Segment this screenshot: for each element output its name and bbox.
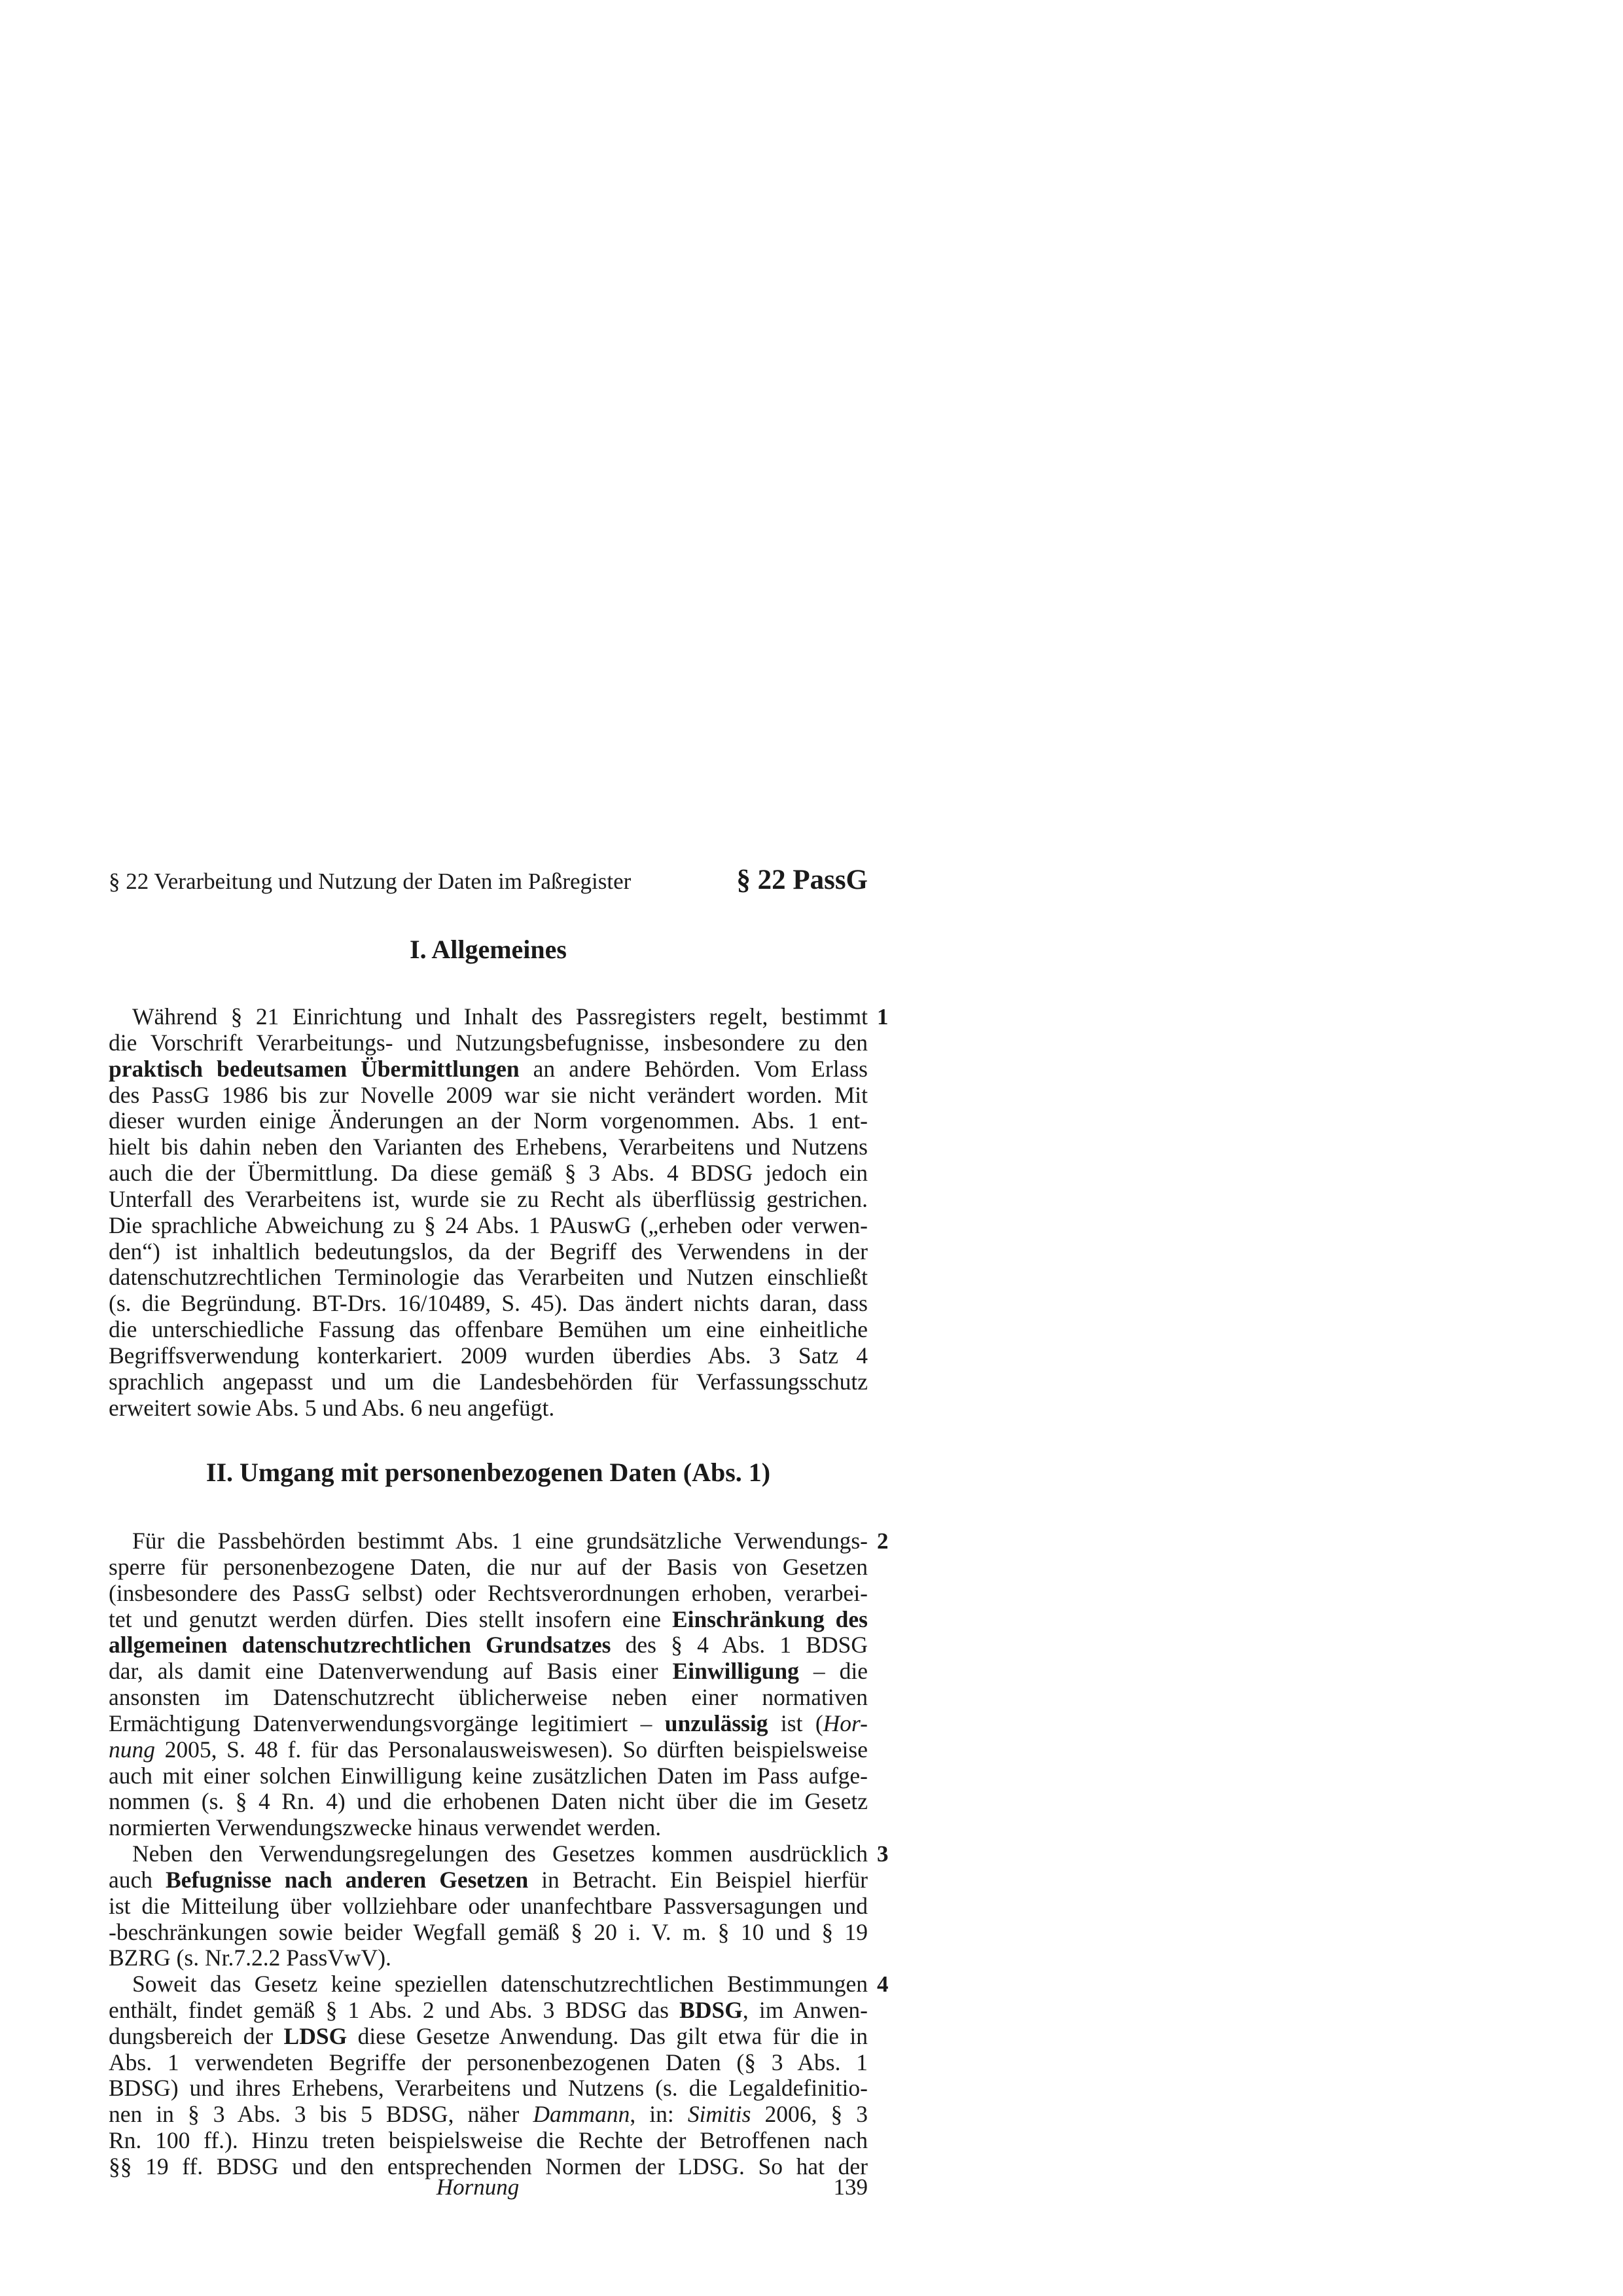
text-line: auch mit einer solchen Einwilligung keine zusätzlichen Daten im Pass aufge- <box>109 1762 868 1789</box>
text-line <box>109 1056 868 1083</box>
text-line <box>109 1632 868 1659</box>
text-line: den“) ist inhaltlich bedeutungslos, da der Begriff des Verwendens in der <box>109 1238 868 1265</box>
text-line: nommen (s. § 4 Rn. 4) und die erhobenen Daten nicht über die im Gesetz <box>109 1788 868 1815</box>
text-line: dieser wurden einige Änderungen an der Norm vorgenommen. Abs. 1 ent- <box>109 1107 868 1134</box>
text-line: die unterschiedliche Fassung das offenbare Bemühen um eine einheitliche <box>109 1316 868 1343</box>
footer-author: Hornung <box>436 2174 520 2200</box>
text-run: dar, als damit eine Datenverwendung auf Basis einer <box>109 1658 658 1685</box>
text-run: tet und genutzt werden dürfen. Dies stellt insofern eine <box>109 1605 662 1632</box>
text-line: (insbesondere des PassG selbst) oder Rechtsverordnungen erhoben, verarbei- <box>109 1579 868 1606</box>
text-line: Begriffsverwendung konterkariert. 2009 wurden überdies Abs. 3 Satz 4 <box>109 1342 868 1369</box>
text-line <box>109 1737 868 1763</box>
section-heading-allgemeines: I. Allgemeines <box>410 935 567 964</box>
text-line: Während § 21 Einrichtung und Inhalt des Passregisters regelt, bestimmt <box>132 1003 868 1030</box>
text-line: Die sprachliche Abweichung zu § 24 Abs. 1 PAuswG („erheben oder verwen- <box>109 1211 868 1238</box>
text-run: auch <box>109 1866 153 1893</box>
text-line <box>109 2102 868 2128</box>
bold-term: LDSG <box>283 2022 348 2049</box>
text-line: auch die der Übermittlung. Da diese gemäß § 3 Abs. 4 BDSG jedoch ein <box>109 1160 868 1187</box>
text-line: Neben den Verwendungsregelungen des Gesetzes kommen ausdrücklich <box>132 1840 868 1867</box>
text-run: enthält, findet gemäß § 1 Abs. 2 und Abs. 3 BDSG das <box>109 1996 669 2023</box>
text-line: datenschutzrechtlichen Terminologie das Verarbeiten und Nutzen einschließt <box>109 1264 868 1291</box>
running-header-section: § 22 PassG <box>736 865 868 895</box>
text-line: sperre für personenbezogene Daten, die nur auf der Basis von Gesetzen <box>109 1553 868 1580</box>
margin-number-3: 3 <box>877 1841 889 1867</box>
text-run: an andere Behörden. Vom Erlass <box>519 1055 868 1082</box>
text-line <box>109 1659 868 1685</box>
author-name: nung <box>109 1736 155 1763</box>
bold-term: Befugnisse nach anderen Gesetzen <box>165 1866 529 1893</box>
text-line: ist die Mitteilung über vollziehbare oder unanfechtbare Passversagungen und <box>109 1892 868 1919</box>
text-line: des PassG 1986 bis zur Novelle 2009 war sie nicht verändert worden. Mit <box>109 1081 868 1108</box>
paragraph-3 <box>109 1841 868 1971</box>
text-run: , im Anwen- <box>742 1996 868 2023</box>
text-run: dungsbereich der <box>109 2022 274 2049</box>
text-line: BDSG) und ihres Erhebens, Verarbeitens und Nutzens (s. die Legaldefinitio- <box>109 2075 868 2102</box>
page-number: 139 <box>833 2174 868 2200</box>
text-line <box>109 1711 868 1737</box>
paragraph-2 <box>109 1528 868 1841</box>
margin-number-1: 1 <box>877 1004 889 1030</box>
text-line: Unterfall des Verarbeitens ist, wurde sie zu Recht als überflüssig gestrichen. <box>109 1185 868 1212</box>
bold-term: Einwilligung <box>672 1658 799 1685</box>
text-line <box>109 1867 868 1893</box>
text-line: Abs. 1 verwendeten Begriffe der personenbezogenen Daten (§ 3 Abs. 1 <box>109 2049 868 2075</box>
text-run: des § 4 Abs. 1 BDSG <box>611 1632 868 1659</box>
text-run: 2005, S. 48 f. für das Personalausweiswesen). So dürften beispielsweise <box>155 1736 868 1763</box>
text-line: normierten Verwendungszwecke hinaus verwendet werden. <box>109 1814 662 1841</box>
paragraph-4 <box>109 1971 868 2180</box>
text-line: erweitert sowie Abs. 5 und Abs. 6 neu angefügt. <box>109 1394 555 1421</box>
bold-term: unzulässig <box>664 1710 768 1736</box>
text-line: §§ 19 ff. BDSG und den entsprechenden Normen der LDSG. So hat der <box>109 2153 868 2179</box>
text-run: nen in § 3 Abs. 3 bis 5 BDSG, näher <box>109 2101 520 2128</box>
text-line <box>109 1998 868 2024</box>
text-run: – die <box>798 1658 868 1685</box>
margin-number-4: 4 <box>877 1971 889 1997</box>
bold-term: praktisch bedeutsamen Übermittlungen <box>109 1055 520 1082</box>
text-line: die Vorschrift Verarbeitungs- und Nutzungsbefugnisse, insbesondere zu den <box>109 1029 868 1056</box>
text-run: , in: <box>630 2101 674 2128</box>
text-run: ist ( <box>768 1710 823 1736</box>
text-line: hielt bis dahin neben den Varianten des Erhebens, Verarbeitens und Nutzens <box>109 1134 868 1160</box>
text-line: sprachlich angepasst und um die Landesbehörden für Verfassungsschutz <box>109 1368 868 1395</box>
text-run: 2006, § 3 <box>751 2101 868 2128</box>
text-run: in Betracht. Ein Beispiel hierfür <box>528 1866 868 1893</box>
text-line <box>109 2024 868 2050</box>
bold-term: allgemeinen datenschutzrechtlichen Grundsatzes <box>109 1632 611 1659</box>
bold-term: Einschränkung des <box>671 1605 868 1632</box>
section-heading-personenbezogene-daten: II. Umgang mit personenbezogenen Daten (Abs. 1) <box>205 1458 771 1487</box>
text-run: diese Gesetze Anwendung. Das gilt etwa für die in <box>347 2022 868 2049</box>
text-line: Soweit das Gesetz keine speziellen datenschutzrechtlichen Bestimmungen <box>132 1971 868 1997</box>
paragraph-1 <box>109 1004 868 1422</box>
author-name: Simitis <box>687 2101 751 2128</box>
author-name: Dammann <box>533 2101 630 2128</box>
text-line: BZRG (s. Nr.7.2.2 PassVwV). <box>109 1945 391 1971</box>
margin-number-2: 2 <box>877 1528 889 1554</box>
text-line: Für die Passbehörden bestimmt Abs. 1 eine grundsätzliche Verwendungs- <box>132 1528 868 1554</box>
text-line: -beschränkungen sowie beider Wegfall gemäß § 20 i. V. m. § 10 und § 19 <box>109 1918 868 1945</box>
text-run: Ermächtigung Datenverwendungsvorgänge legitimiert – <box>109 1710 652 1736</box>
text-line: Rn. 100 ff.). Hinzu treten beispielsweise die Rechte der Betroffenen nach <box>109 2127 868 2154</box>
bold-term: BDSG <box>679 1996 743 2023</box>
running-header-title: § 22 Verarbeitung und Nutzung der Daten im Paßregister <box>109 869 632 894</box>
text-line: (s. die Begründung. BT-Drs. 16/10489, S. 45). Das ändert nichts daran, dass <box>109 1290 868 1317</box>
text-line: ansonsten im Datenschutzrecht üblicherweise neben einer normativen <box>109 1684 868 1711</box>
text-line <box>109 1607 868 1633</box>
author-name: Hor- <box>823 1710 868 1736</box>
